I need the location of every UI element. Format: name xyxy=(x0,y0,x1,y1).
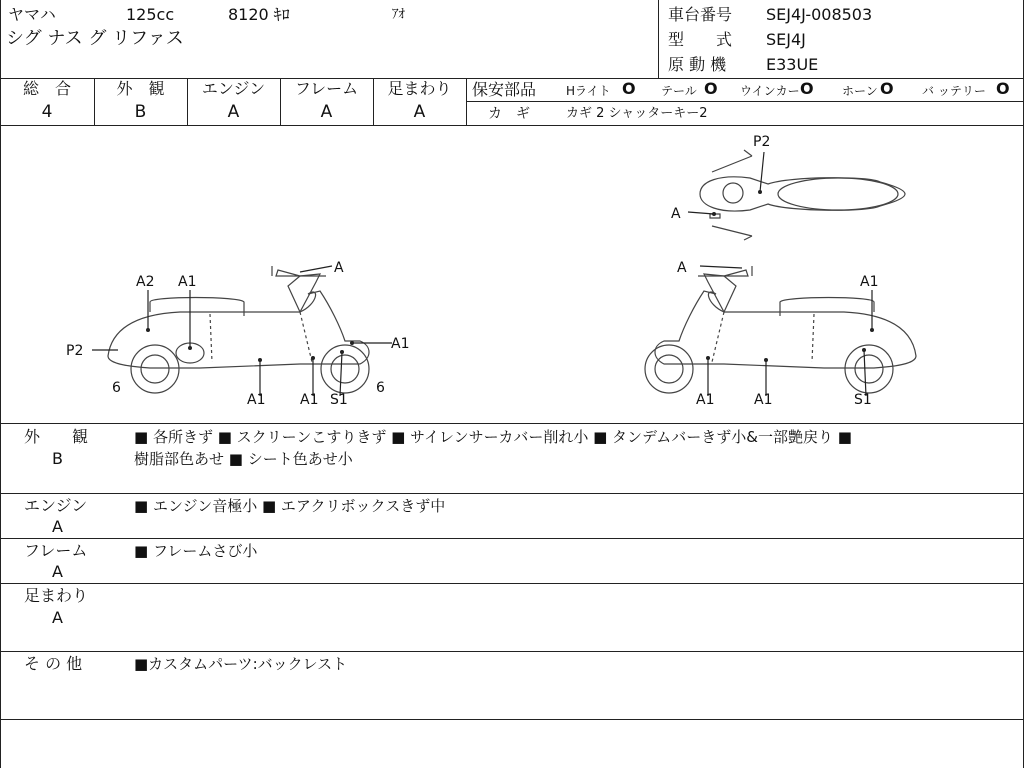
remark-text: ■ エンジン音極小 ■ エアクリボックスきず中 xyxy=(134,497,446,515)
safety-mark-battery: O xyxy=(996,79,1010,98)
chassis-value: SEJ4J-008503 xyxy=(766,5,873,24)
grade-value-engine: A xyxy=(227,102,240,122)
damage-diagram xyxy=(0,126,1024,422)
grade-label-engine: エンジン xyxy=(201,79,266,98)
rule xyxy=(466,101,1024,102)
grade-label-suspension: 足まわり xyxy=(387,79,452,98)
diagram-label: A2 xyxy=(136,274,155,290)
rule xyxy=(0,493,1024,494)
diagram-label: A1 xyxy=(178,274,197,290)
diagram-label: P2 xyxy=(66,343,84,359)
safety-item-horn: ホーン xyxy=(842,84,878,98)
diagram-label: S1 xyxy=(854,392,872,408)
diagram-label: A1 xyxy=(247,392,266,408)
displacement: 125cc xyxy=(126,5,175,24)
diagram-label: A1 xyxy=(696,392,715,408)
safety-label: 保安部品 xyxy=(472,80,537,99)
diagram-label: A1 xyxy=(300,392,319,408)
rule xyxy=(0,538,1024,539)
rule xyxy=(0,583,1024,584)
grade-label-frame: フレーム xyxy=(294,79,359,98)
diagram-label: S1 xyxy=(330,392,348,408)
safety-item-headlight: Hライト xyxy=(566,84,611,98)
remark-grade-exterior: B xyxy=(52,449,63,468)
diagram-label: A xyxy=(677,260,687,276)
remark-label-engine: エンジン xyxy=(24,496,88,515)
remark-grade-suspension: A xyxy=(52,608,63,627)
remark-label-exterior: 外 観 xyxy=(24,427,89,446)
safety-mark-winker: O xyxy=(800,79,814,98)
type-label: 型 式 xyxy=(668,30,733,49)
diagram-label: A1 xyxy=(754,392,773,408)
header-divider xyxy=(658,0,659,78)
grade-label-exterior: 外 観 xyxy=(116,79,165,98)
remark-grade-frame: A xyxy=(52,562,63,581)
grade-value-exterior: B xyxy=(134,102,147,122)
scooter-top-view xyxy=(700,150,905,240)
remark-label-other: そ の 他 xyxy=(24,654,83,673)
mileage: 8120 ｷﾛ xyxy=(228,5,290,24)
remark-text: ■ 各所きず ■ スクリーンこすりきず ■ サイレンサーカバー削れ小 ■ タンデムバーきず小&一部艶戻り ■ xyxy=(134,428,852,446)
grade-label-overall: 総 合 xyxy=(22,79,71,98)
diagram-label: A1 xyxy=(860,274,879,290)
rule xyxy=(466,78,467,125)
safety-mark-horn: O xyxy=(880,79,894,98)
remark-grade-engine: A xyxy=(52,517,63,536)
safety-item-battery: バ ッテリー xyxy=(922,84,986,98)
remark-label-suspension: 足まわり xyxy=(24,586,89,605)
diagram-label: 6 xyxy=(376,380,385,396)
diagram-label: A xyxy=(334,260,344,276)
remark-text: ■カスタムパーツ:バックレスト xyxy=(134,655,348,673)
remark-label-frame: フレーム xyxy=(24,541,88,560)
color: ｱｵ xyxy=(392,7,405,22)
rule xyxy=(0,651,1024,652)
safety-item-tail: テール xyxy=(661,84,697,98)
safety-mark-tail: O xyxy=(704,79,718,98)
key-value: カギ 2 シャッターキー2 xyxy=(566,106,708,121)
rule xyxy=(0,719,1024,720)
remark-text: 樹脂部色あせ ■ シート色あせ小 xyxy=(134,450,353,468)
diagram-label: A xyxy=(671,206,681,222)
model-name: シグ ナス グ リファス xyxy=(6,28,184,49)
type-value: SEJ4J xyxy=(766,30,806,49)
engine-value: E33UE xyxy=(766,55,819,74)
maker: ヤマハ xyxy=(8,5,56,24)
diagram-label: 6 xyxy=(112,380,121,396)
chassis-label: 車台番号 xyxy=(668,5,733,24)
key-label: カ ギ xyxy=(488,106,530,122)
grade-value-frame: A xyxy=(320,102,333,122)
grade-value-overall: 4 xyxy=(41,102,53,122)
diagram-label: P2 xyxy=(753,134,771,150)
rule xyxy=(0,423,1024,424)
engine-label: 原 動 機 xyxy=(668,55,727,74)
diagram-label: A1 xyxy=(391,336,410,352)
grade-value-suspension: A xyxy=(413,102,426,122)
safety-mark-headlight: O xyxy=(622,79,636,98)
safety-item-winker: ウインカー xyxy=(740,84,800,98)
remark-text: ■ フレームさび小 xyxy=(134,542,258,560)
